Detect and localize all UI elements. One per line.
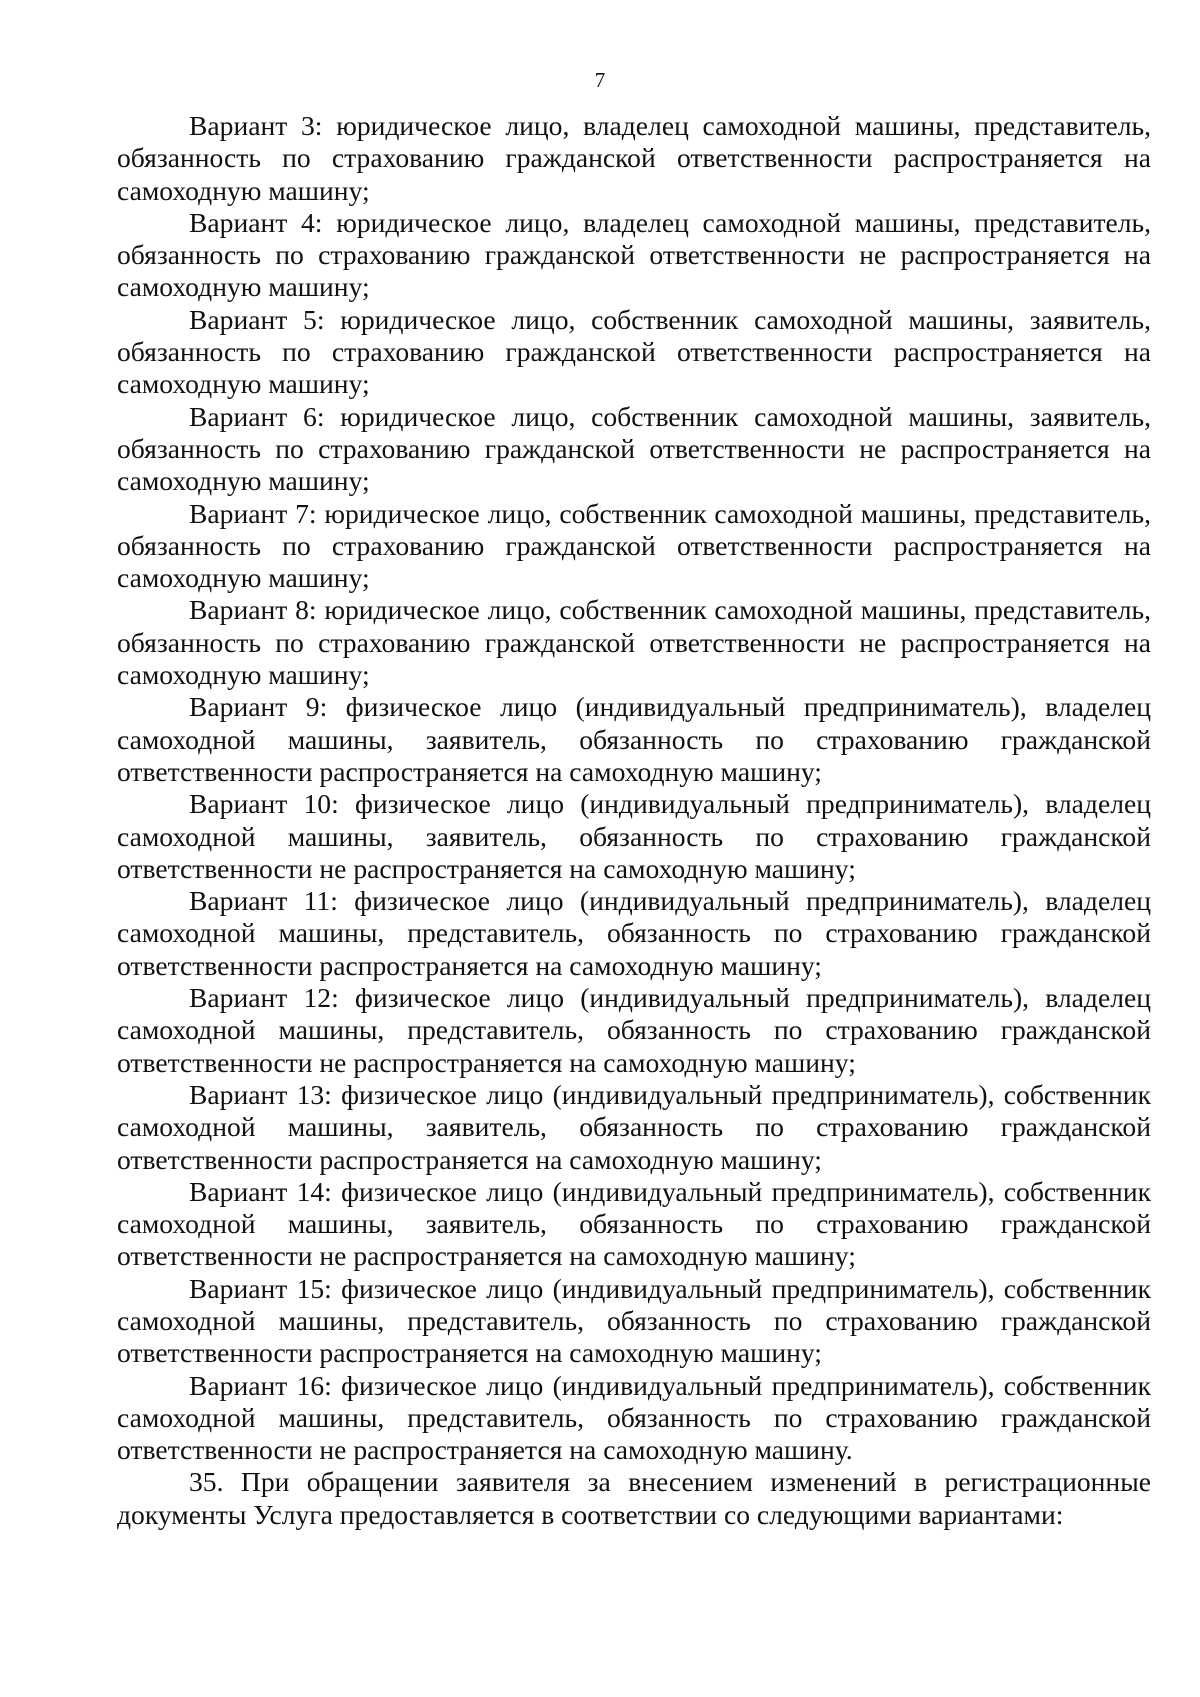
variant-3-paragraph: Вариант 3: юридическое лицо, владелец самоходной машины, представитель, обязанность по страхованию гражданской ответственности распространяется на самоходную машину; [117, 110, 1151, 206]
variant-12-paragraph: Вариант 12: физическое лицо (индивидуальный предприниматель), владелец самоходной машины, представитель, обязанность по страхованию гражданской ответственности не распространяется на самоходную машину; [117, 982, 1151, 1078]
variant-15-paragraph: Вариант 15: физическое лицо (индивидуальный предприниматель), собственник самоходной машины, представитель, обязанность по страхованию гражданской ответственности распространяется на самоходную машину; [117, 1272, 1151, 1369]
variant-4-paragraph: Вариант 4: юридическое лицо, владелец самоходной машины, представитель, обязанность по страхованию гражданской ответственности не распространяется на самоходную машину; [117, 206, 1151, 303]
variant-16-paragraph: Вариант 16: физическое лицо (индивидуальный предприниматель), собственник самоходной машины, представитель, обязанность по страхованию гражданской ответственности не распространяется на самоходную машину. [117, 1369, 1151, 1466]
variant-5-paragraph: Вариант 5: юридическое лицо, собственник самоходной машины, заявитель, обязанность по страхованию гражданской ответственности распространяется на самоходную машину; [117, 303, 1151, 400]
variant-9-paragraph: Вариант 9: физическое лицо (индивидуальный предприниматель), владелец самоходной машины, заявитель, обязанность по страхованию гражданской ответственности распространяется на самоходную машину; [117, 691, 1151, 787]
variant-7-paragraph: Вариант 7: юридическое лицо, собственник самоходной машины, представитель, обязанность по страхованию гражданской ответственности распространяется на самоходную машину; [117, 497, 1151, 594]
variant-6-paragraph: Вариант 6: юридическое лицо, собственник самоходной машины, заявитель, обязанность по страхованию гражданской ответственности не распространяется на самоходную машину; [117, 400, 1151, 497]
variant-8-paragraph: Вариант 8: юридическое лицо, собственник самоходной машины, представитель, обязанность по страхованию гражданской ответственности не распространяется на самоходную машину; [117, 594, 1151, 691]
variant-13-paragraph: Вариант 13: физическое лицо (индивидуальный предприниматель), собственник самоходной машины, заявитель, обязанность по страхованию гражданской ответственности распространяется на самоходную машину; [117, 1078, 1151, 1175]
variant-14-paragraph: Вариант 14: физическое лицо (индивидуальный предприниматель), собственник самоходной машины, заявитель, обязанность по страхованию гражданской ответственности не распространяется на самоходную машину; [117, 1175, 1151, 1272]
page-number: 7 [594, 68, 606, 92]
clause-35-paragraph: 35. При обращении заявителя за внесением изменений в регистрационные документы Услуга предоставляется в соответствии со следующими вариантами: [117, 1466, 1151, 1530]
variant-10-paragraph: Вариант 10: физическое лицо (индивидуальный предприниматель), владелец самоходной машины, заявитель, обязанность по страхованию гражданской ответственности не распространяется на самоходную машину; [117, 788, 1151, 884]
variant-11-paragraph: Вариант 11: физическое лицо (индивидуальный предприниматель), владелец самоходной машины, представитель, обязанность по страхованию гражданской ответственности распространяется на самоходную машину; [117, 885, 1151, 981]
document-body [117, 110, 1151, 1531]
